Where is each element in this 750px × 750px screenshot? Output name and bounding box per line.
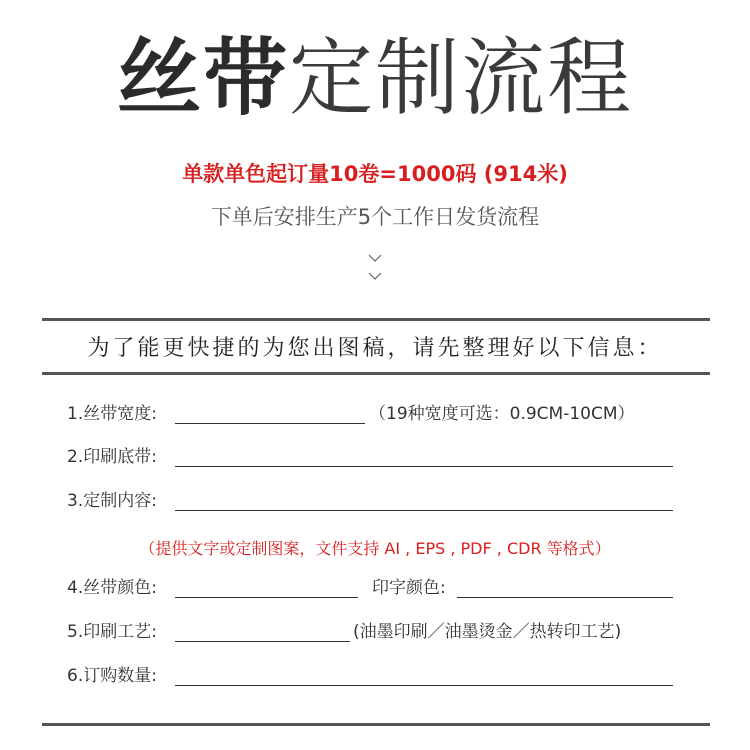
page-title bbox=[0, 28, 750, 128]
title-light: 定制流程 bbox=[289, 29, 634, 127]
ribbon-color-field[interactable] bbox=[175, 597, 358, 598]
double-chevron-down-icon bbox=[360, 248, 390, 288]
form-row-width bbox=[67, 398, 707, 428]
content-label: 3.定制内容: bbox=[67, 491, 157, 511]
quantity-label: 6.订购数量: bbox=[67, 666, 157, 686]
process-note: (油墨印刷／油墨烫金／热转印工艺) bbox=[353, 622, 622, 642]
info-notice: 为了能更快捷的为您出图稿，请先整理好以下信息： bbox=[87, 336, 663, 361]
print-color-label: 印字颜色: bbox=[372, 578, 446, 598]
print-color-field[interactable] bbox=[457, 597, 673, 598]
form-row-process bbox=[67, 616, 707, 646]
divider-bottom bbox=[42, 723, 710, 726]
width-field[interactable] bbox=[175, 423, 365, 424]
process-field[interactable] bbox=[175, 641, 350, 642]
content-field[interactable] bbox=[175, 510, 673, 511]
form-row-quantity bbox=[67, 660, 707, 690]
lead-time-subtitle: 下单后安排生产5个工作日发货流程 bbox=[210, 205, 540, 229]
width-label: 1.丝带宽度: bbox=[67, 404, 157, 424]
base-label: 2.印刷底带: bbox=[67, 447, 157, 467]
moq-subtitle: 单款单色起订量10卷=1000码 (914米) bbox=[182, 162, 568, 186]
form-row-base bbox=[67, 441, 707, 471]
width-note: （19种宽度可选：0.9CM-10CM） bbox=[369, 404, 635, 424]
process-label: 5.印刷工艺: bbox=[67, 622, 157, 642]
divider-middle bbox=[42, 372, 710, 375]
form-row-colors bbox=[67, 572, 707, 602]
title-bold: 丝带 bbox=[116, 29, 289, 127]
file-format-note: （提供文字或定制图案，文件支持 AI , EPS , PDF , CDR 等格式） bbox=[139, 539, 611, 558]
ribbon-color-label: 4.丝带颜色: bbox=[67, 578, 157, 598]
form-row-content bbox=[67, 485, 707, 515]
base-field[interactable] bbox=[175, 466, 673, 467]
divider-top bbox=[42, 318, 710, 321]
quantity-field[interactable] bbox=[175, 685, 673, 686]
